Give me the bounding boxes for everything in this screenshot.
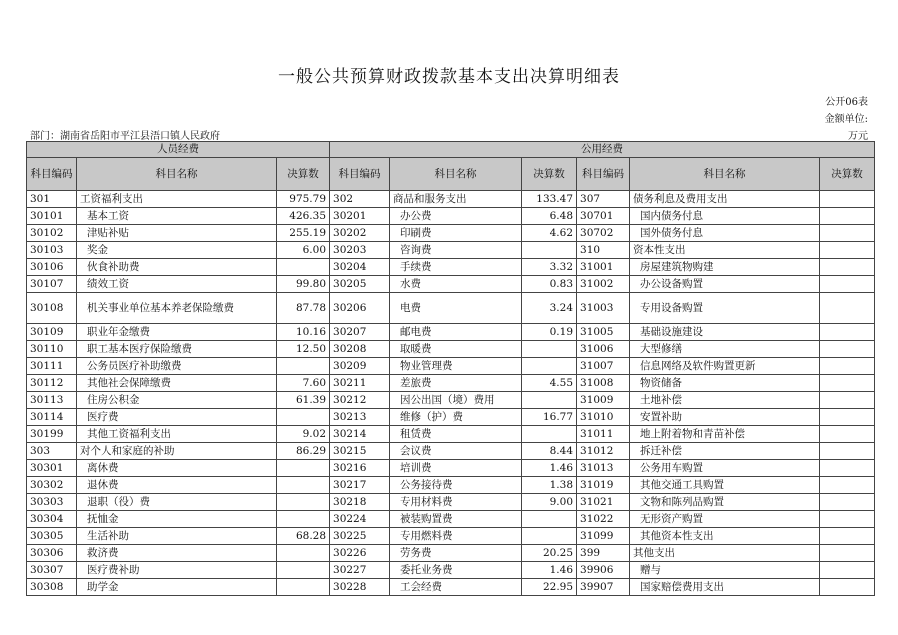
name-cell: 工资福利支出 <box>77 191 277 208</box>
name-cell: 津贴补贴 <box>77 225 277 242</box>
code-cell: 399 <box>577 545 630 562</box>
code-cell: 31003 <box>577 293 630 324</box>
code-cell: 31099 <box>577 528 630 545</box>
table-row <box>27 443 875 460</box>
table-row <box>27 545 875 562</box>
code-cell: 30213 <box>330 409 390 426</box>
code-cell: 31021 <box>577 494 630 511</box>
code-cell: 30225 <box>330 528 390 545</box>
amount-cell <box>820 409 875 426</box>
name-cell: 其他资本性支出 <box>630 528 820 545</box>
code-cell: 30304 <box>27 511 77 528</box>
name-cell: 培训费 <box>390 460 522 477</box>
table-row <box>27 409 875 426</box>
amount-cell: 68.28 <box>277 528 330 545</box>
name-cell: 土地补偿 <box>630 392 820 409</box>
column-header-row <box>27 158 875 191</box>
code-cell: 31012 <box>577 443 630 460</box>
amount-cell <box>820 341 875 358</box>
name-cell: 委托业务费 <box>390 562 522 579</box>
amount-cell: 7.60 <box>277 375 330 392</box>
code-cell: 30228 <box>330 579 390 596</box>
table-row <box>27 460 875 477</box>
code-cell: 30216 <box>330 460 390 477</box>
name-cell: 印刷费 <box>390 225 522 242</box>
amount-cell <box>820 191 875 208</box>
code-cell: 30702 <box>577 225 630 242</box>
amount-cell: 99.80 <box>277 276 330 293</box>
amount-cell: 20.25 <box>522 545 577 562</box>
amount-cell <box>820 460 875 477</box>
amount-cell <box>820 426 875 443</box>
name-cell: 生活补助 <box>77 528 277 545</box>
code-cell: 30207 <box>330 324 390 341</box>
code-cell: 39907 <box>577 579 630 596</box>
name-cell: 安置补助 <box>630 409 820 426</box>
code-cell: 30214 <box>330 426 390 443</box>
name-cell: 因公出国（境）费用 <box>390 392 522 409</box>
amount-cell: 87.78 <box>277 293 330 324</box>
code-cell: 30102 <box>27 225 77 242</box>
name-cell: 国内债务付息 <box>630 208 820 225</box>
amount-cell <box>820 324 875 341</box>
amount-cell: 9.00 <box>522 494 577 511</box>
code-cell: 30101 <box>27 208 77 225</box>
amount-cell: 3.32 <box>522 259 577 276</box>
amount-cell <box>277 511 330 528</box>
amount-cell <box>522 341 577 358</box>
amount-cell <box>820 562 875 579</box>
name-cell: 大型修缮 <box>630 341 820 358</box>
code-cell: 30199 <box>27 426 77 443</box>
table-row <box>27 511 875 528</box>
code-cell: 30301 <box>27 460 77 477</box>
code-cell: 39906 <box>577 562 630 579</box>
amount-cell <box>820 375 875 392</box>
code-cell: 30306 <box>27 545 77 562</box>
amount-cell: 6.48 <box>522 208 577 225</box>
amount-cell: 0.83 <box>522 276 577 293</box>
amount-cell <box>277 562 330 579</box>
name-cell: 办公费 <box>390 208 522 225</box>
name-cell: 抚恤金 <box>77 511 277 528</box>
name-cell: 其他社会保障缴费 <box>77 375 277 392</box>
code-cell: 30109 <box>27 324 77 341</box>
table-row <box>27 293 875 324</box>
table-row <box>27 528 875 545</box>
col-header-name: 科目名称 <box>630 158 820 191</box>
name-cell: 救济费 <box>77 545 277 562</box>
name-cell: 专用设备购置 <box>630 293 820 324</box>
table-row <box>27 392 875 409</box>
amount-cell: 10.16 <box>277 324 330 341</box>
code-cell: 31022 <box>577 511 630 528</box>
code-cell: 30204 <box>330 259 390 276</box>
code-cell: 31010 <box>577 409 630 426</box>
amount-cell: 4.55 <box>522 375 577 392</box>
name-cell: 邮电费 <box>390 324 522 341</box>
col-header-code: 科目编码 <box>27 158 77 191</box>
code-cell: 301 <box>27 191 77 208</box>
amount-cell: 255.19 <box>277 225 330 242</box>
name-cell: 医疗费补助 <box>77 562 277 579</box>
name-cell: 国外债务付息 <box>630 225 820 242</box>
name-cell: 公务用车购置 <box>630 460 820 477</box>
name-cell: 债务利息及费用支出 <box>630 191 820 208</box>
name-cell: 咨询费 <box>390 242 522 259</box>
form-number: 公开06表 <box>825 97 868 108</box>
table-row <box>27 225 875 242</box>
amount-cell <box>277 358 330 375</box>
amount-cell <box>820 259 875 276</box>
code-cell: 307 <box>577 191 630 208</box>
name-cell: 文物和陈列品购置 <box>630 494 820 511</box>
name-cell: 其他工资福利支出 <box>77 426 277 443</box>
name-cell: 工会经费 <box>390 579 522 596</box>
amount-cell <box>820 579 875 596</box>
table-row <box>27 242 875 259</box>
amount-cell <box>820 494 875 511</box>
code-cell: 30211 <box>330 375 390 392</box>
code-cell: 30106 <box>27 259 77 276</box>
code-cell: 30218 <box>330 494 390 511</box>
table-row <box>27 426 875 443</box>
amount-cell <box>277 579 330 596</box>
table-row <box>27 494 875 511</box>
name-cell: 赠与 <box>630 562 820 579</box>
amount-cell <box>277 477 330 494</box>
amount-cell <box>820 511 875 528</box>
name-cell: 基础设施建设 <box>630 324 820 341</box>
code-cell: 30103 <box>27 242 77 259</box>
name-cell: 差旅费 <box>390 375 522 392</box>
table-row <box>27 375 875 392</box>
code-cell: 302 <box>330 191 390 208</box>
code-cell: 30302 <box>27 477 77 494</box>
name-cell: 会议费 <box>390 443 522 460</box>
table-row <box>27 477 875 494</box>
amount-cell <box>522 242 577 259</box>
group-header-row <box>27 142 875 158</box>
amount-cell <box>820 242 875 259</box>
code-cell: 30114 <box>27 409 77 426</box>
name-cell: 退职（役）费 <box>77 494 277 511</box>
name-cell: 离休费 <box>77 460 277 477</box>
name-cell: 奖金 <box>77 242 277 259</box>
code-cell: 30308 <box>27 579 77 596</box>
col-header-amount: 决算数 <box>277 158 330 191</box>
group-header-personnel: 人员经费 <box>27 142 330 158</box>
name-cell: 其他交通工具购置 <box>630 477 820 494</box>
group-header-public: 公用经费 <box>330 142 875 158</box>
amount-cell <box>522 358 577 375</box>
table-row <box>27 341 875 358</box>
name-cell: 职工基本医疗保险缴费 <box>77 341 277 358</box>
amount-cell <box>820 225 875 242</box>
name-cell: 职业年金缴费 <box>77 324 277 341</box>
unit-value: 万元 <box>848 131 868 142</box>
name-cell: 专用燃料费 <box>390 528 522 545</box>
name-cell: 劳务费 <box>390 545 522 562</box>
name-cell: 物业管理费 <box>390 358 522 375</box>
code-cell: 30215 <box>330 443 390 460</box>
col-header-name: 科目名称 <box>77 158 277 191</box>
amount-cell: 6.00 <box>277 242 330 259</box>
name-cell: 物资储备 <box>630 375 820 392</box>
name-cell: 国家赔偿费用支出 <box>630 579 820 596</box>
code-cell: 30217 <box>330 477 390 494</box>
name-cell: 其他支出 <box>630 545 820 562</box>
name-cell: 伙食补助费 <box>77 259 277 276</box>
name-cell: 信息网络及软件购置更新 <box>630 358 820 375</box>
code-cell: 31009 <box>577 392 630 409</box>
amount-cell <box>820 293 875 324</box>
name-cell: 被装购置费 <box>390 511 522 528</box>
code-cell: 31007 <box>577 358 630 375</box>
unit-label: 金额单位: <box>824 114 868 125</box>
code-cell: 30212 <box>330 392 390 409</box>
code-cell: 30203 <box>330 242 390 259</box>
code-cell: 310 <box>577 242 630 259</box>
amount-cell <box>522 511 577 528</box>
amount-cell: 1.46 <box>522 460 577 477</box>
amount-cell <box>820 208 875 225</box>
amount-cell: 3.24 <box>522 293 577 324</box>
code-cell: 31008 <box>577 375 630 392</box>
name-cell: 手续费 <box>390 259 522 276</box>
amount-cell <box>820 528 875 545</box>
amount-cell <box>277 409 330 426</box>
amount-cell <box>820 477 875 494</box>
table-row <box>27 191 875 208</box>
amount-cell <box>277 259 330 276</box>
code-cell: 31002 <box>577 276 630 293</box>
amount-cell: 86.29 <box>277 443 330 460</box>
code-cell: 30113 <box>27 392 77 409</box>
table-row <box>27 208 875 225</box>
name-cell: 医疗费 <box>77 409 277 426</box>
amount-cell: 1.46 <box>522 562 577 579</box>
amount-cell: 426.35 <box>277 208 330 225</box>
report-title: 一般公共预算财政拨款基本支出决算明细表 <box>278 67 620 87</box>
amount-cell <box>277 494 330 511</box>
code-cell: 30201 <box>330 208 390 225</box>
name-cell: 电费 <box>390 293 522 324</box>
amount-cell: 16.77 <box>522 409 577 426</box>
amount-cell <box>522 392 577 409</box>
name-cell: 地上附着物和青苗补偿 <box>630 426 820 443</box>
col-header-amount: 决算数 <box>522 158 577 191</box>
code-cell: 30208 <box>330 341 390 358</box>
name-cell: 助学金 <box>77 579 277 596</box>
code-cell: 31006 <box>577 341 630 358</box>
table-row <box>27 358 875 375</box>
code-cell: 31001 <box>577 259 630 276</box>
code-cell: 30206 <box>330 293 390 324</box>
name-cell: 公务接待费 <box>390 477 522 494</box>
table-row <box>27 562 875 579</box>
amount-cell <box>522 528 577 545</box>
expenditure-table <box>26 141 875 596</box>
name-cell: 商品和服务支出 <box>390 191 522 208</box>
amount-cell: 22.95 <box>522 579 577 596</box>
name-cell: 取暖费 <box>390 341 522 358</box>
name-cell: 公务员医疗补助缴费 <box>77 358 277 375</box>
code-cell: 30303 <box>27 494 77 511</box>
code-cell: 303 <box>27 443 77 460</box>
amount-cell <box>277 460 330 477</box>
col-header-code: 科目编码 <box>330 158 390 191</box>
name-cell: 基本工资 <box>77 208 277 225</box>
name-cell: 房屋建筑物购建 <box>630 259 820 276</box>
amount-cell <box>820 276 875 293</box>
code-cell: 30202 <box>330 225 390 242</box>
amount-cell: 0.19 <box>522 324 577 341</box>
amount-cell <box>820 358 875 375</box>
code-cell: 30110 <box>27 341 77 358</box>
name-cell: 拆迁补偿 <box>630 443 820 460</box>
name-cell: 办公设备购置 <box>630 276 820 293</box>
amount-cell: 12.50 <box>277 341 330 358</box>
table-row <box>27 259 875 276</box>
col-header-name: 科目名称 <box>390 158 522 191</box>
code-cell: 31005 <box>577 324 630 341</box>
code-cell: 30307 <box>27 562 77 579</box>
name-cell: 专用材料费 <box>390 494 522 511</box>
name-cell: 水费 <box>390 276 522 293</box>
amount-cell <box>522 426 577 443</box>
name-cell: 租赁费 <box>390 426 522 443</box>
code-cell: 31013 <box>577 460 630 477</box>
code-cell: 30108 <box>27 293 77 324</box>
code-cell: 30701 <box>577 208 630 225</box>
col-header-code: 科目编码 <box>577 158 630 191</box>
code-cell: 31019 <box>577 477 630 494</box>
code-cell: 30209 <box>330 358 390 375</box>
amount-cell <box>277 545 330 562</box>
name-cell: 资本性支出 <box>630 242 820 259</box>
amount-cell: 8.44 <box>522 443 577 460</box>
amount-cell <box>820 392 875 409</box>
amount-cell: 9.02 <box>277 426 330 443</box>
amount-cell: 975.79 <box>277 191 330 208</box>
code-cell: 30107 <box>27 276 77 293</box>
name-cell: 对个人和家庭的补助 <box>77 443 277 460</box>
name-cell: 绩效工资 <box>77 276 277 293</box>
col-header-amount: 决算数 <box>820 158 875 191</box>
code-cell: 30205 <box>330 276 390 293</box>
table-row <box>27 579 875 596</box>
amount-cell: 61.39 <box>277 392 330 409</box>
name-cell: 退休费 <box>77 477 277 494</box>
amount-cell: 133.47 <box>522 191 577 208</box>
amount-cell: 1.38 <box>522 477 577 494</box>
department-label: 部门：湖南省岳阳市平江县浯口镇人民政府 <box>30 131 220 142</box>
name-cell: 机关事业单位基本养老保险缴费 <box>77 293 277 324</box>
amount-cell <box>820 545 875 562</box>
code-cell: 30227 <box>330 562 390 579</box>
name-cell: 无形资产购置 <box>630 511 820 528</box>
name-cell: 住房公积金 <box>77 392 277 409</box>
code-cell: 30226 <box>330 545 390 562</box>
amount-cell <box>820 443 875 460</box>
code-cell: 30112 <box>27 375 77 392</box>
table-row <box>27 276 875 293</box>
code-cell: 31011 <box>577 426 630 443</box>
amount-cell: 4.62 <box>522 225 577 242</box>
table-row <box>27 324 875 341</box>
code-cell: 30111 <box>27 358 77 375</box>
name-cell: 维修（护）费 <box>390 409 522 426</box>
code-cell: 30224 <box>330 511 390 528</box>
code-cell: 30305 <box>27 528 77 545</box>
